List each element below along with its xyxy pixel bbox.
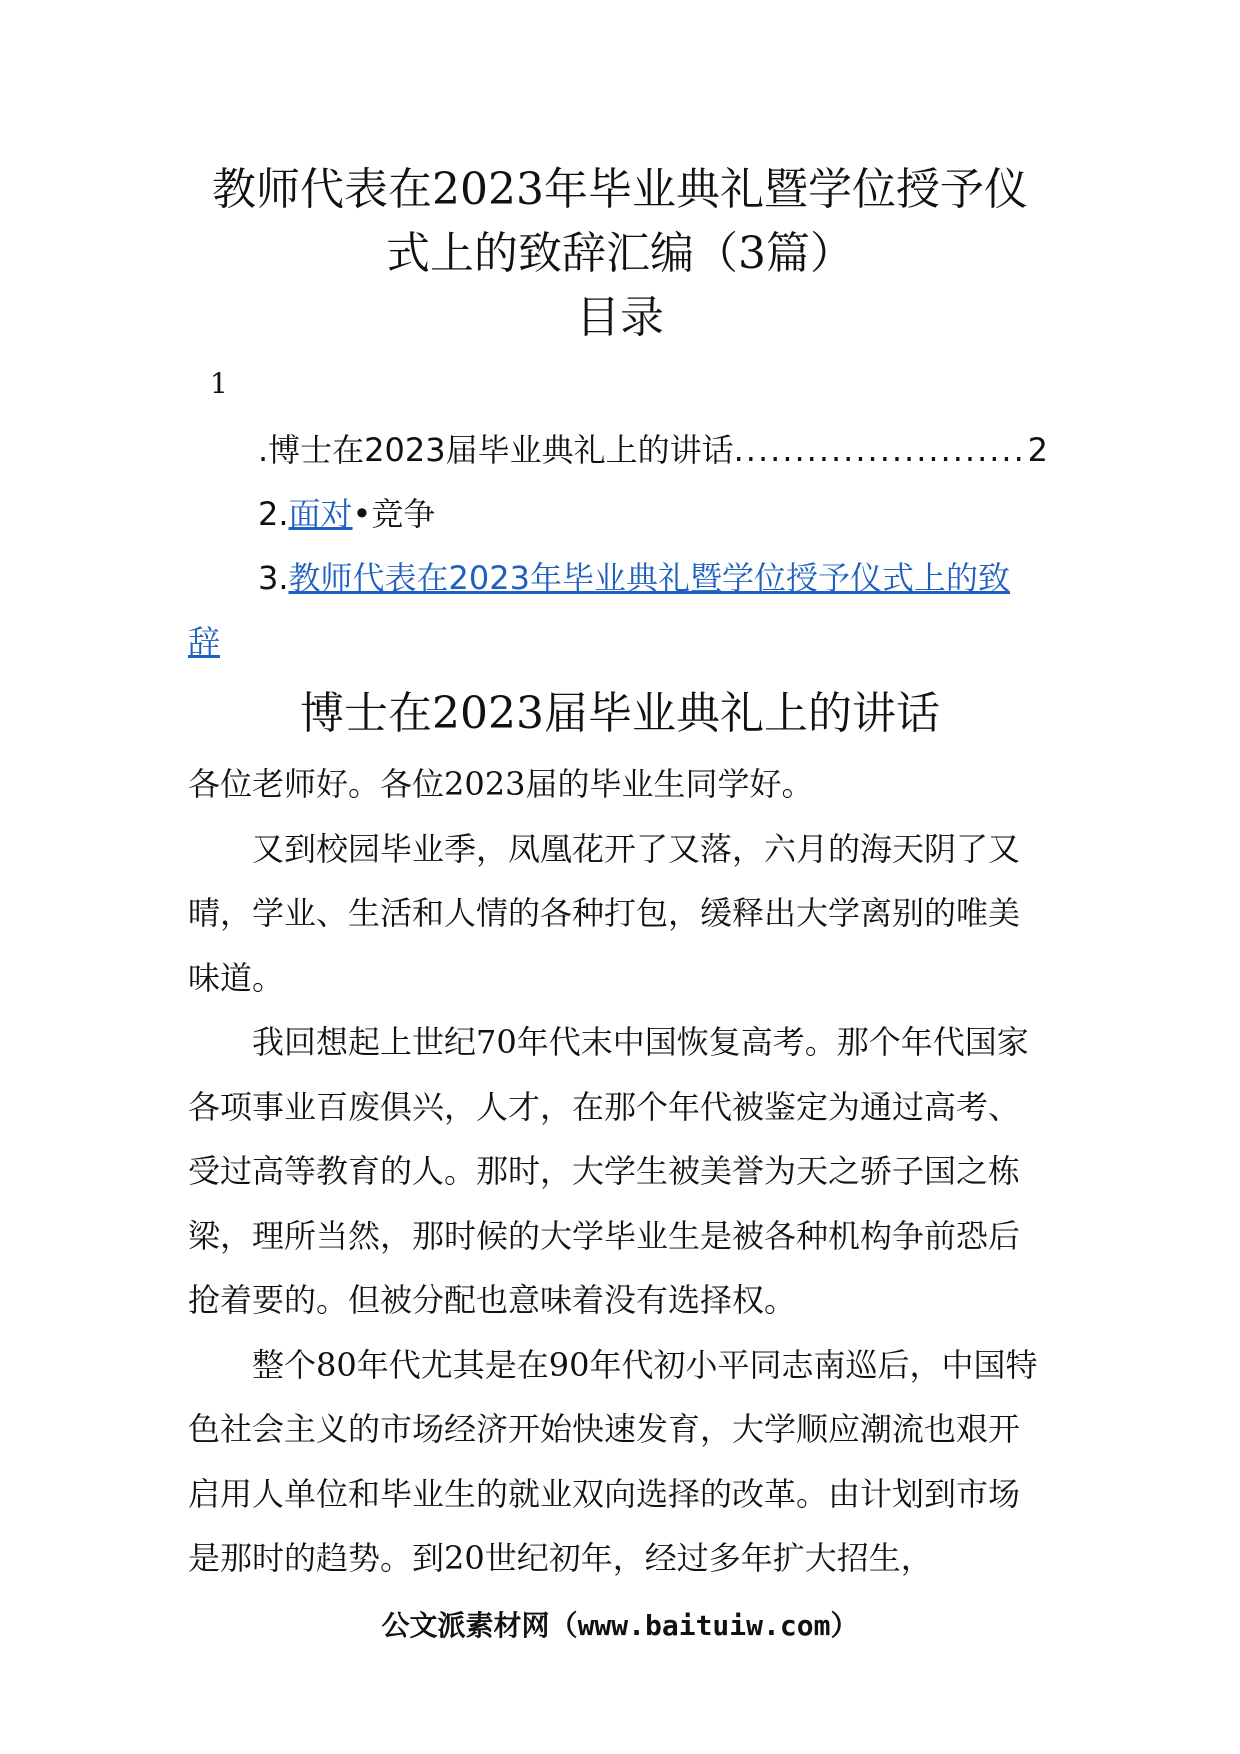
document-title-line2: 式上的致辞汇编（3篇） (386, 228, 854, 279)
footer-url[interactable]: www.baituiw.com (577, 1609, 831, 1642)
toc-item-2 (258, 492, 1048, 536)
toc-item-3-continuation (188, 620, 220, 664)
page-footer (0, 1606, 1240, 1646)
toc-item-1-page: 2 (1027, 431, 1048, 469)
toc-item-3-link-cont[interactable]: 辞 (188, 623, 221, 661)
document-title-line1: 教师代表在2023年毕业典礼暨学位授予仪 (212, 164, 1028, 215)
footer-open-paren: （ (549, 1609, 578, 1642)
paragraph-3: 我回想起上世纪70年代末中国恢复高考。那个年代国家各项事业百废俱兴，人才，在那个年代被鉴定为通过高考、受过高等教育的人。那时，大学生被美誉为天之骄子国之栋梁，理所当然，那时候的大学毕业生是被各种机构争前恐后抢着要的。但被分配也意味着没有选择权。 (188, 1023, 1029, 1319)
footer-site-name: 公文派素材网 (381, 1609, 550, 1642)
toc-heading: 目录 (576, 292, 664, 343)
toc-item-1-leader: ........................ (733, 431, 1026, 469)
toc-item-2-rest: •竞争 (352, 495, 436, 533)
footer-close-paren: ） (830, 1609, 859, 1642)
toc-item-1-text: .博士在2023届毕业典礼上的讲话 (258, 431, 734, 469)
toc-item-1[interactable] (258, 428, 1048, 472)
toc-number: 1 (210, 367, 228, 400)
paragraph-greeting: 各位老师好。各位2023届的毕业生同学好。 (188, 765, 814, 803)
section-title: 博士在2023届毕业典礼上的讲话 (300, 688, 940, 739)
toc-item-3-prefix: 3. (258, 559, 289, 597)
paragraph-4: 整个80年代尤其是在90年代初小平同志南巡后，中国特色社会主义的市场经济开始快速发育，大学顺应潮流也艰开启用人单位和毕业生的就业双向选择的改革。由计划到市场是那时的趋势。到20世纪初年，经过多年扩大招生， (188, 1345, 1038, 1577)
toc-item-3-link[interactable]: 教师代表在2023年毕业典礼暨学位授予仪式上的致 (288, 559, 1010, 597)
toc-item-3 (258, 556, 1048, 600)
toc-item-2-prefix: 2. (258, 495, 289, 533)
toc-item-2-link[interactable]: 面对 (288, 495, 353, 533)
section-body (188, 752, 1048, 1591)
paragraph-2: 又到校园毕业季，凤凰花开了又落，六月的海天阴了又晴，学业、生活和人情的各种打包，缓释出大学离别的唯美味道。 (188, 829, 1021, 997)
